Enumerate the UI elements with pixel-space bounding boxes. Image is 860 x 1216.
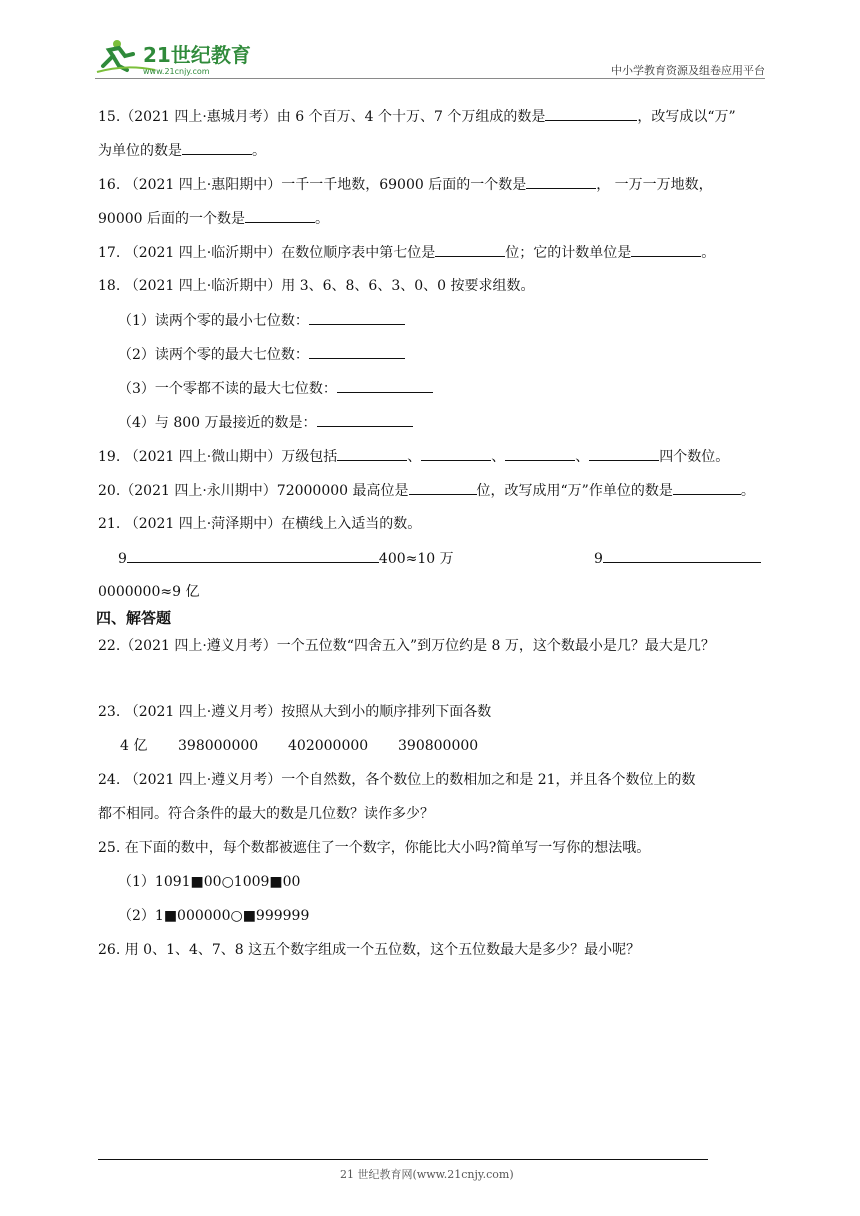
page-header bbox=[95, 36, 765, 80]
answer-blank[interactable] bbox=[309, 344, 405, 359]
question-19: 19. （2021 四上·微山期中）万级包括 、 、 、 四个数位。 bbox=[98, 446, 729, 467]
answer-blank[interactable] bbox=[526, 174, 596, 189]
answer-blank[interactable] bbox=[673, 480, 741, 495]
answer-blank[interactable] bbox=[337, 378, 433, 393]
answer-blank[interactable] bbox=[603, 548, 761, 563]
answer-blank[interactable] bbox=[127, 548, 379, 563]
question-25-sub1: （1）1091■00○1009■00 bbox=[118, 874, 301, 890]
question-15-line1: 15.（2021 四上·惠城月考）由 6 个百万、4 个十万、7 个万组成的数是 ，改写成以“万” bbox=[98, 106, 736, 127]
question-21-item2-start: 9 bbox=[594, 548, 761, 569]
question-18-sub4: （4）与 800 万最接近的数是： bbox=[118, 412, 413, 433]
question-25: 25. 在下面的数中，每个数都被遮住了一个数字，你能比大小吗?简单写一写你的想法哦。 bbox=[98, 840, 651, 856]
question-15-line2: 为单位的数是 。 bbox=[98, 140, 266, 161]
answer-blank[interactable] bbox=[631, 242, 701, 257]
number-item: 398000000 bbox=[178, 738, 259, 754]
answer-blank[interactable] bbox=[337, 446, 407, 461]
answer-blank[interactable] bbox=[245, 208, 315, 223]
question-17: 17. （2021 四上·临沂期中）在数位顺序表中第七位是 位；它的计数单位是 。 bbox=[98, 242, 715, 263]
question-23-numbers bbox=[120, 736, 478, 756]
logo-text: 21世纪教育 bbox=[143, 43, 251, 67]
number-item: 4 亿 bbox=[120, 738, 148, 754]
question-21: 21. （2021 四上·菏泽期中）在横线上入适当的数。 bbox=[98, 516, 422, 532]
question-16-line1: 16. （2021 四上·惠阳期中）一千一千地数，69000 后面的一个数是 ， 一万一万地数， bbox=[98, 174, 713, 195]
answer-blank[interactable] bbox=[317, 412, 413, 427]
page-footer: 21 世纪教育网(www.21cnjy.com) bbox=[340, 1168, 514, 1181]
question-23: 23. （2021 四上·遵义月考）按照从大到小的顺序排列下面各数 bbox=[98, 704, 492, 720]
header-divider bbox=[95, 78, 765, 79]
question-22: 22.（2021 四上·遵义月考）一个五位数“四舍五入”到万位约是 8 万，这个数最小是几？最大是几？ bbox=[98, 638, 715, 654]
question-18-sub3: （3）一个零都不读的最大七位数： bbox=[118, 378, 433, 399]
answer-blank[interactable] bbox=[435, 242, 505, 257]
question-24-line2: 都不相同。符合条件的最大的数是几位数？读作多少？ bbox=[98, 806, 434, 822]
answer-blank[interactable] bbox=[545, 106, 637, 121]
answer-blank[interactable] bbox=[409, 480, 477, 495]
question-16-line2: 90000 后面的一个数是 。 bbox=[98, 208, 329, 229]
question-18: 18. （2021 四上·临沂期中）用 3、6、8、6、3、0、0 按要求组数。 bbox=[98, 278, 535, 294]
question-24-line1: 24. （2021 四上·遵义月考）一个自然数，各个数位上的数相加之和是 21，并且各个数位上的数 bbox=[98, 772, 696, 788]
answer-blank[interactable] bbox=[182, 140, 252, 155]
question-21-item1: 9 400≈10 万 bbox=[118, 548, 454, 569]
question-25-sub2: （2）1■000000○■999999 bbox=[118, 908, 310, 924]
question-26: 26. 用 0、1、4、7、8 这五个数字组成一个五位数，这个五位数最大是多少？最小呢？ bbox=[98, 942, 641, 958]
platform-name: 中小学教育资源及组卷应用平台 bbox=[611, 64, 765, 77]
question-20: 20.（2021 四上·永川期中）72000000 最高位是 位，改写成用“万”作单位的数是 。 bbox=[98, 480, 755, 501]
site-logo bbox=[95, 36, 265, 78]
answer-blank[interactable] bbox=[589, 446, 659, 461]
logo-url: www.21cnjy.com bbox=[143, 67, 210, 76]
answer-blank[interactable] bbox=[309, 310, 405, 325]
answer-blank[interactable] bbox=[421, 446, 491, 461]
question-18-sub2: （2）读两个零的最大七位数： bbox=[118, 344, 405, 365]
section-title: 四、解答题 bbox=[96, 609, 172, 627]
question-21-item2-end: 0000000≈9 亿 bbox=[98, 584, 200, 600]
number-item: 390800000 bbox=[398, 738, 479, 754]
footer-divider bbox=[98, 1159, 708, 1160]
question-18-sub1: （1）读两个零的最小七位数： bbox=[118, 310, 405, 331]
answer-blank[interactable] bbox=[505, 446, 575, 461]
number-item: 402000000 bbox=[288, 738, 369, 754]
